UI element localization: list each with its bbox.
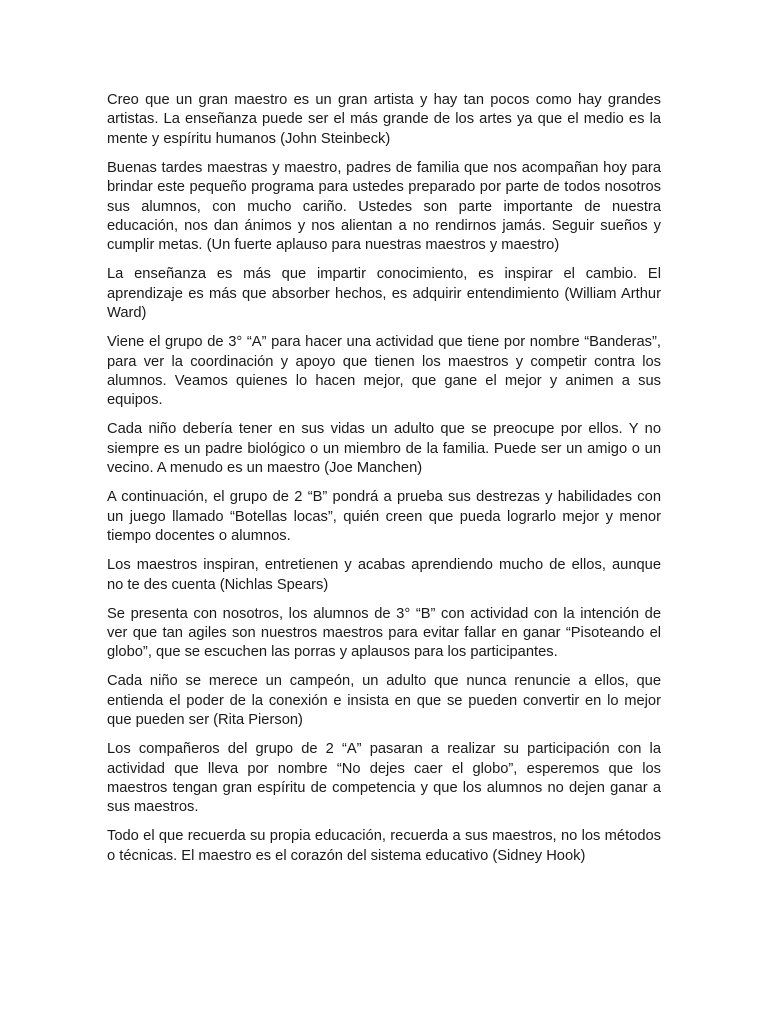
paragraph-quote-pierson: Cada niño se merece un campeón, un adulto que nunca renuncie a ellos, que entienda el poder de la conexión e insista en que se pueden convertir en lo mejor que pueden ser (Rita Pierson): [107, 673, 661, 729]
paragraph-activity-banderas: Viene el grupo de 3° “A” para hacer una actividad que tiene por nombre “Banderas”, para ver la coordinación y apoyo que tienen los maestros y competir contra los alumnos. Veamos quienes lo hacen mejor, que gane el mejor y animen a sus equipos.: [107, 334, 661, 409]
paragraph-activity-no-dejes-caer: Los compañeros del grupo de 2 “A” pasaran a realizar su participación con la actividad que lleva por nombre “No dejes caer el globo”, esperemos que los maestros tengan gran espíritu de competencia y que los alumnos no dejen ganar a sus maestros.: [107, 741, 661, 816]
paragraph-welcome: Buenas tardes maestras y maestro, padres de familia que nos acompañan hoy para brindar este pequeño programa para ustedes preparado por parte de todos nosotros sus alumnos, con mucho cariño. Ustedes son parte importante de nuestra educación, nos dan ánimos y nos alientan a no rendirnos jamás. Seguir sueños y cumplir metas. (Un fuerte aplauso para nuestras maestros y maestro): [107, 159, 661, 254]
paragraph-quote-steinbeck: Creo que un gran maestro es un gran artista y hay tan pocos como hay grandes artistas. La enseñanza puede ser el más grande de los artes ya que el medio es la mente y espíritu humanos (John Steinbeck): [107, 92, 661, 147]
paragraph-quote-hook: Todo el que recuerda su propia educación, recuerda a sus maestros, no los métodos o técnicas. El maestro es el corazón del sistema educativo (Sidney Hook): [107, 828, 661, 864]
paragraph-quote-ward: La enseñanza es más que impartir conocimiento, es inspirar el cambio. El aprendizaje es más que absorber hechos, es adquirir entendimiento (William Arthur Ward): [107, 266, 661, 322]
paragraph-quote-manchen: Cada niño debería tener en sus vidas un adulto que se preocupe por ellos. Y no siempre es un padre biológico o un miembro de la familia. Puede ser un amigo o un vecino. A menudo es un maestro (Joe Manchen): [107, 421, 661, 477]
document-body: [107, 91, 661, 876]
paragraph-activity-botellas: A continuación, el grupo de 2 “B” pondrá a prueba sus destrezas y habilidades con un juego llamado “Botellas locas”, quién creen que pueda lograrlo mejor y menor tiempo docentes o alumnos.: [107, 489, 661, 545]
paragraph-quote-spears: Los maestros inspiran, entretienen y acabas aprendiendo mucho de ellos, aunque no te des cuenta (Nichlas Spears): [107, 557, 661, 593]
paragraph-activity-globo: Se presenta con nosotros, los alumnos de 3° “B” con actividad con la intención de ver que tan agiles son nuestros maestros para evitar fallar en ganar “Pisoteando el globo”, que se escuchen las porras y aplausos para los participantes.: [107, 605, 661, 661]
